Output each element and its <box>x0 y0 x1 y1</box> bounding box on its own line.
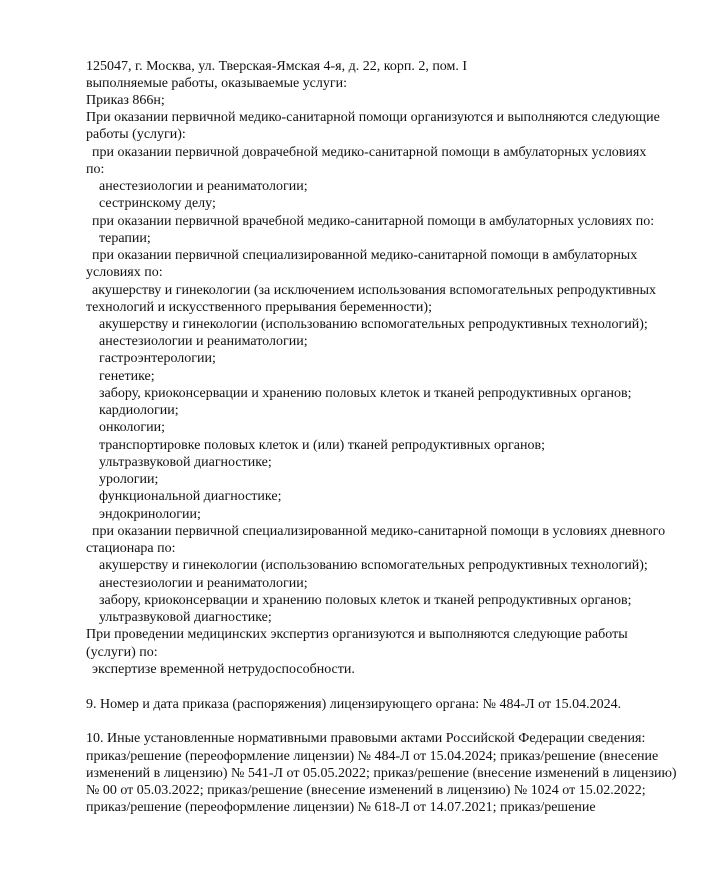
document-line: При оказании первичной медико-санитарной помощи организуются и выполняются следующие <box>86 110 660 125</box>
document-line: терапии; <box>99 231 151 246</box>
document-line: при оказании первичной доврачебной медико-санитарной помощи в амбулаторных условиях <box>92 145 647 160</box>
document-line: выполняемые работы, оказываемые услуги: <box>86 76 348 91</box>
document-line: забору, криоконсервации и хранению половых клеток и тканей репродуктивных органов; <box>99 593 632 608</box>
document-line: сестринскому делу; <box>99 196 216 211</box>
document-line: акушерству и гинекологии (за исключением использования вспомогательных репродуктивных <box>92 283 657 298</box>
document-line: стационара по: <box>86 541 176 556</box>
document-line: приказ/решение (переоформление лицензии) № 618-Л от 14.07.2021; приказ/решение <box>86 800 596 815</box>
document-line: ультразвуковой диагностике; <box>99 455 272 470</box>
document-line: анестезиологии и реаниматологии; <box>99 576 308 591</box>
document-line: акушерству и гинекологии (использованию вспомогательных репродуктивных технологий); <box>99 558 648 573</box>
document-line: 125047, г. Москва, ул. Тверская-Ямская 4-я, д. 22, корп. 2, пом. I <box>86 59 468 74</box>
document-line: при оказании первичной специализированной медико-санитарной помощи в амбулаторных <box>92 248 638 263</box>
document-line: акушерству и гинекологии (использованию вспомогательных репродуктивных технологий); <box>99 317 648 332</box>
document-line: при оказании первичной врачебной медико-санитарной помощи в амбулаторных условиях по: <box>92 214 655 229</box>
document-line: анестезиологии и реаниматологии; <box>99 334 308 349</box>
document-line: (услуги) по: <box>86 645 158 660</box>
document-line: экспертизе временной нетрудоспособности. <box>92 662 355 677</box>
document-line: анестезиологии и реаниматологии; <box>99 179 308 194</box>
document-line: условиях по: <box>86 265 163 280</box>
document-line: ультразвуковой диагностике; <box>99 610 272 625</box>
document-line: забору, криоконсервации и хранению половых клеток и тканей репродуктивных органов; <box>99 386 632 401</box>
document-line: функциональной диагностике; <box>99 489 282 504</box>
document-line: При проведении медицинских экспертиз организуются и выполняются следующие работы <box>86 627 628 642</box>
document-line: работы (услуги): <box>86 127 186 142</box>
document-line: урологии; <box>99 472 159 487</box>
document-line: № 00 от 05.03.2022; приказ/решение (внесение изменений в лицензию) № 1024 от 15.02.2022; <box>86 783 646 798</box>
document-line: при оказании первичной специализированной медико-санитарной помощи в условиях дневного <box>92 524 666 539</box>
document-line: Приказ 866н; <box>86 93 165 108</box>
document-line: технологий и искусственного прерывания беременности); <box>86 300 432 315</box>
document-line: онкологии; <box>99 420 166 435</box>
document-line: транспортировке половых клеток и (или) тканей репродуктивных органов; <box>99 438 545 453</box>
document-line: гастроэнтерологии; <box>99 351 216 366</box>
document-line: по: <box>86 162 105 177</box>
document-line: 9. Номер и дата приказа (распоряжения) лицензирующего органа: № 484-Л от 15.04.2024. <box>86 697 622 712</box>
document-line: изменений в лицензию) № 541-Л от 05.05.2022; приказ/решение (внесение изменений в лицензию) <box>86 766 677 781</box>
document-line: приказ/решение (переоформление лицензии) № 484-Л от 15.04.2024; приказ/решение (внесение <box>86 749 659 764</box>
document-line: генетике; <box>99 369 155 384</box>
document-line: кардиологии; <box>99 403 179 418</box>
document-line: 10. Иные установленные нормативными правовыми актами Российской Федерации сведения: <box>86 731 646 746</box>
document-line: эндокринологии; <box>99 507 201 522</box>
